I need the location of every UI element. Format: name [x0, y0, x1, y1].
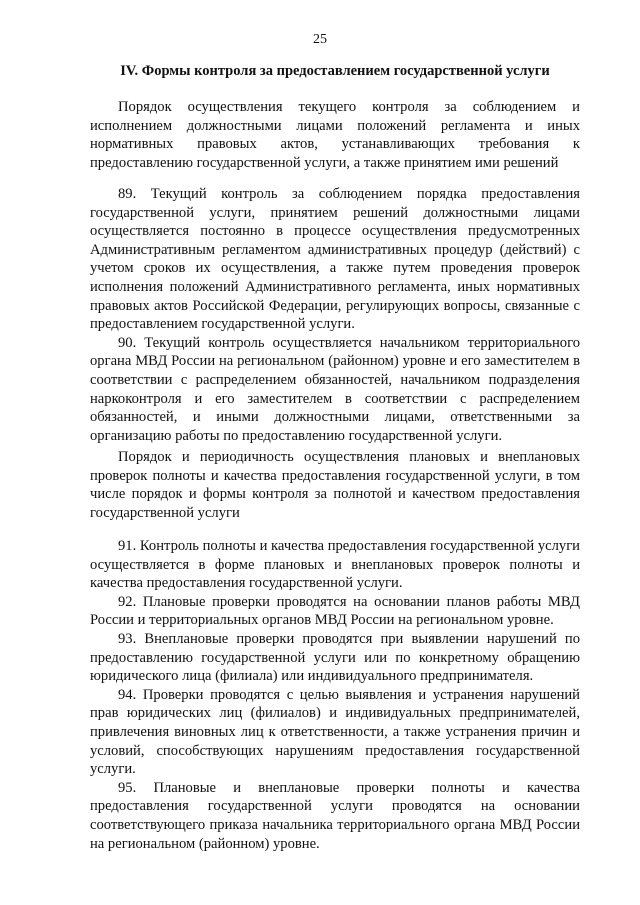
- subheading-current-control: [90, 98, 580, 172]
- subheading-inspections: [90, 448, 580, 522]
- page-number: 25: [313, 32, 327, 47]
- subheading-text: Порядок и периодичность осуществления плановых и внеплановых проверок полноты и качества предоставления государственной услуги, в том числе порядок и формы контроля за полнотой и качеством предоставления государственной услуги: [90, 449, 580, 521]
- paragraph-89: 89. Текущий контроль за соблюдением порядка предоставления государственной услуги, принятием решений должностными лицами осуществляется постоянно в процессе осуществления предусмотренных Административным регламентом административных процедур (действий) с учетом сроков их осуществления, а также путем проведения проверок исполнения положений Административного регламента, иных нормативных правовых актов Российской Федерации, регулирующих вопросы, связанные с предоставлением государственной услуги.: [90, 186, 580, 333]
- paragraph-group-1: [90, 185, 580, 445]
- paragraph-93: 93. Внеплановые проверки проводятся при выявлении нарушений по предоставлению государственной услуги или по конкретному обращению юридического лица (филиала) или индивидуального предпринимателя.: [90, 630, 580, 685]
- paragraph-94: 94. Проверки проводятся с целью выявления и устранения нарушений прав юридических лиц (филиалов) и индивидуальных предпринимателей, привлечения виновных лиц к ответственности, а также устранения причин и условий, способствующих нарушениям предоставления государственной услуги.: [90, 686, 580, 778]
- paragraph-92: 92. Плановые проверки проводятся на основании планов работы МВД России и территориальных органов МВД России на региональном уровне.: [90, 593, 580, 629]
- paragraph-group-2: [90, 537, 580, 853]
- subheading-text: Порядок осуществления текущего контроля за соблюдением и исполнением должностными лицами положений регламента и иных нормативных правовых актов, устанавливающих требования к предоставлению государственной услуги, а также принятием ими решений: [90, 99, 580, 171]
- section-title: IV. Формы контроля за предоставлением государственной услуги: [120, 63, 550, 79]
- paragraph-90: 90. Текущий контроль осуществляется начальником территориального органа МВД России на региональном (районном) уровне и его заместителем в соответствии с распределением обязанностей, начальником подразделения наркоконтроля и его заместителем в соответствии с распределением обязанностей, и иными должностными лицами, ответственными за организацию работы по предоставлению государственной услуги.: [90, 334, 580, 444]
- paragraph-91: 91. Контроль полноты и качества предоставления государственной услуги осуществляется в форме плановых и внеплановых проверок полноты и качества предоставления государственной услуги.: [90, 538, 580, 592]
- paragraph-95: 95. Плановые и внеплановые проверки полноты и качества предоставления государственной услуги проводятся на основании соответствующего приказа начальника территориального органа МВД России на региональном (районном) уровне.: [90, 779, 580, 852]
